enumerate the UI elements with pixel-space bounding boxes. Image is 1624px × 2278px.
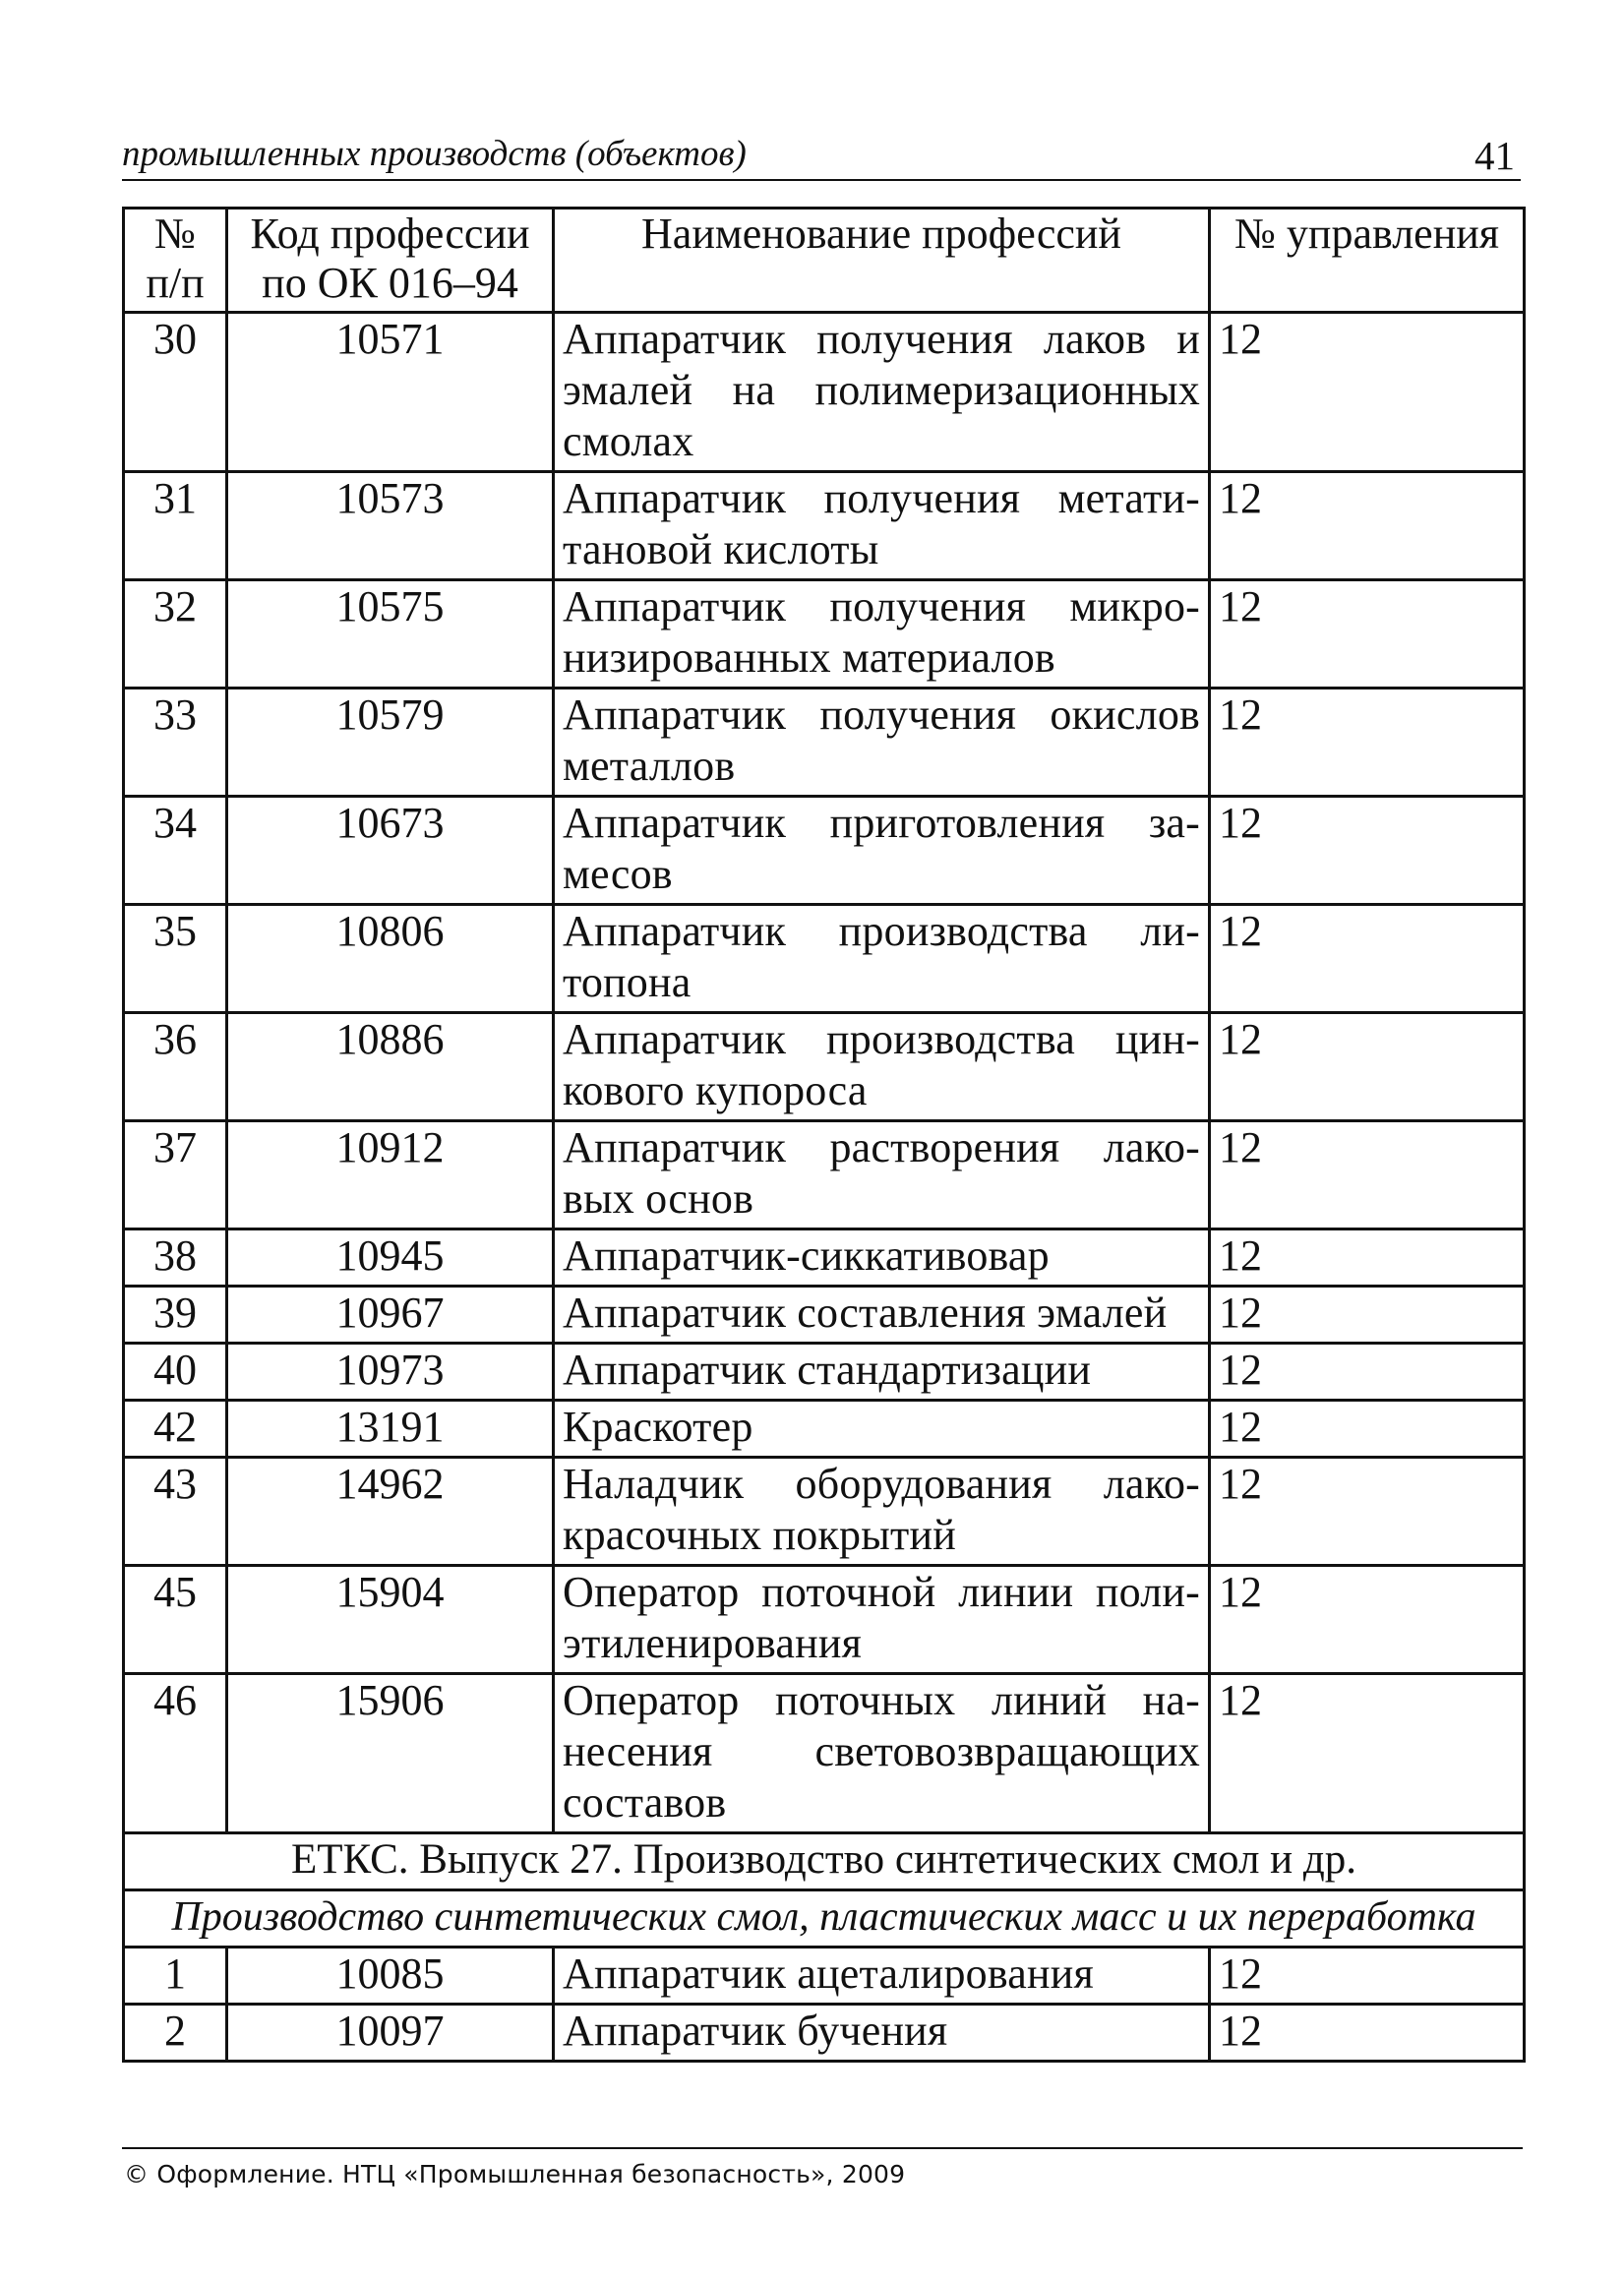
table-row [124,580,1525,689]
footer-copyright: © Оформление. НТЦ «Промышленная безопасность», 2009 [124,2160,906,2188]
running-title: промышленных производств (объектов) [122,134,747,174]
table-row [124,1566,1525,1674]
cell-num: 36 [124,1013,227,1121]
cell-name: Аппаратчик получения окислов металлов [554,689,1210,797]
column-header-name: Наименование профессий [554,209,1210,313]
cell-code: 10579 [227,689,554,797]
cell-num: 37 [124,1121,227,1229]
cell-name: Аппаратчик получения микро-низированных материалов [554,580,1210,689]
table-row [124,1458,1525,1566]
cell-name: Аппаратчик производства цин-кового купороса [554,1013,1210,1121]
cell-num: 30 [124,313,227,472]
table-row [124,472,1525,580]
cell-code: 14962 [227,1458,554,1566]
cell-code: 10573 [227,472,554,580]
column-header-num: № п/п [124,209,227,313]
cell-name: Оператор поточной линии поли-этиленирования [554,1566,1210,1674]
table-body-2 [124,1948,1525,2062]
cell-name: Аппаратчик бучения [554,2005,1210,2062]
cell-name: Аппаратчик составления эмалей [554,1287,1210,1344]
table-row [124,797,1525,905]
cell-mgmt: 12 [1210,1401,1525,1458]
cell-mgmt: 12 [1210,1121,1525,1229]
cell-mgmt: 12 [1210,1344,1525,1401]
cell-mgmt: 12 [1210,313,1525,472]
cell-mgmt: 12 [1210,1458,1525,1566]
cell-num: 46 [124,1674,227,1833]
table-row [124,313,1525,472]
table-row [124,2005,1525,2062]
cell-name: Аппаратчик-сиккативовар [554,1229,1210,1287]
cell-num: 39 [124,1287,227,1344]
cell-name: Аппаратчик производства ли-топона [554,905,1210,1013]
cell-mgmt: 12 [1210,1948,1525,2005]
cell-num: 1 [124,1948,227,2005]
cell-code: 10973 [227,1344,554,1401]
cell-num: 34 [124,797,227,905]
cell-mgmt: 12 [1210,797,1525,905]
cell-name: Аппаратчик получения лаков и эмалей на полимеризационных смолах [554,313,1210,472]
cell-code: 10673 [227,797,554,905]
cell-num: 45 [124,1566,227,1674]
table-row [124,1401,1525,1458]
cell-code: 10571 [227,313,554,472]
table-row [124,1229,1525,1287]
table-row [124,1121,1525,1229]
cell-num: 42 [124,1401,227,1458]
cell-name: Аппаратчик приготовления за-месов [554,797,1210,905]
section-title: ЕТКС. Выпуск 27. Производство синтетических смол и др. [124,1833,1525,1890]
cell-mgmt: 12 [1210,1013,1525,1121]
cell-mgmt: 12 [1210,580,1525,689]
cell-name: Аппаратчик растворения лако-вых основ [554,1121,1210,1229]
cell-code: 10575 [227,580,554,689]
cell-code: 10085 [227,1948,554,2005]
cell-name: Наладчик оборудования лако-красочных покрытий [554,1458,1210,1566]
cell-mgmt: 12 [1210,905,1525,1013]
cell-num: 31 [124,472,227,580]
table-row [124,1287,1525,1344]
cell-name: Оператор поточных линий на-несения световозвращающих составов [554,1674,1210,1833]
subsection-row [124,1890,1525,1948]
table-body [124,313,1525,1833]
cell-num: 38 [124,1229,227,1287]
cell-num: 32 [124,580,227,689]
cell-num: 35 [124,905,227,1013]
cell-mgmt: 12 [1210,1229,1525,1287]
cell-num: 43 [124,1458,227,1566]
table-row [124,905,1525,1013]
cell-name: Аппаратчик ацеталирования [554,1948,1210,2005]
cell-name: Аппаратчик получения метати-тановой кислоты [554,472,1210,580]
table-row [124,689,1525,797]
subsection-title: Производство синтетических смол, пластических масс и их переработка [124,1890,1525,1948]
table-row [124,1013,1525,1121]
cell-code: 10097 [227,2005,554,2062]
section-row [124,1833,1525,1890]
table-header-row [124,209,1525,313]
table-row [124,1344,1525,1401]
cell-mgmt: 12 [1210,2005,1525,2062]
cell-mgmt: 12 [1210,1674,1525,1833]
cell-mgmt: 12 [1210,472,1525,580]
cell-code: 10967 [227,1287,554,1344]
cell-code: 10912 [227,1121,554,1229]
cell-mgmt: 12 [1210,1566,1525,1674]
cell-code: 10945 [227,1229,554,1287]
cell-mgmt: 12 [1210,1287,1525,1344]
page-number: 41 [1474,133,1515,178]
cell-num: 33 [124,689,227,797]
cell-mgmt: 12 [1210,689,1525,797]
cell-code: 10886 [227,1013,554,1121]
cell-name: Аппаратчик стандартизации [554,1344,1210,1401]
page-header [122,126,1521,181]
column-header-code: Код профессии по ОК 016–94 [227,209,554,313]
cell-code: 13191 [227,1401,554,1458]
cell-num: 40 [124,1344,227,1401]
cell-code: 15904 [227,1566,554,1674]
table-row [124,1948,1525,2005]
cell-code: 10806 [227,905,554,1013]
cell-code: 15906 [227,1674,554,1833]
table-row [124,1674,1525,1833]
cell-num: 2 [124,2005,227,2062]
footer-divider [122,2147,1523,2149]
column-header-mgmt: № управления [1210,209,1525,313]
cell-name: Краскотер [554,1401,1210,1458]
professions-table [122,207,1526,2063]
